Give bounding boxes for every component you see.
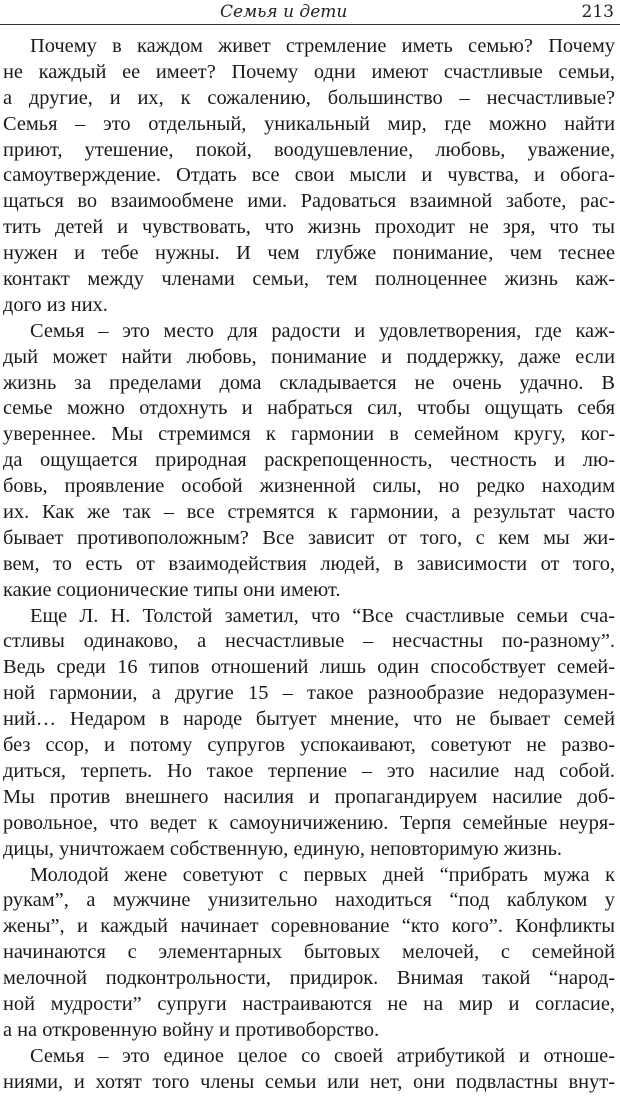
text-line: без ссор, и потому супругов успокаивают, советуют не разво- [3,734,615,757]
text-line: нужен и тебе нужны. И чем глубже понимание, чем теснее [3,242,615,265]
text-line: дицы, уничтожаем собственную, единую, неповторимую жизнь. [3,837,563,860]
text-line: Ведь среди 16 типов отношений лишь один способствует семей- [3,656,615,679]
text-line: а другие, и их, к сожалению, большинство – несчастливые? [3,86,615,109]
text-line: Мы против внешнего насилия и пропагандируем насилие доб- [3,785,615,808]
text-line: Семья – это место для радости и удовлетворения, где каж- [30,319,615,342]
text-line: Семья – это отдельный, уникальный мир, где можно найти [3,112,615,135]
text-line: не каждый ее имеет? Почему одни имеют счастливые семьи, [3,60,615,83]
running-header [0,0,620,30]
text-line: рукам”, а мужчине унизительно находиться “под каблуком у [3,889,615,912]
text-line: ний… Недаром в народе бытует мнение, что не бывает семей [3,708,615,731]
text-line: жизнь за пределами дома складывается не очень удачно. В [3,371,615,394]
text-line: ровольное, что ведет к самоуничижению. Терпя семейные неуря- [3,811,615,834]
text-line: мелочной подконтрольности, придирок. Внимая такой “народ- [3,967,615,990]
text-line: ной мудрости” супруги настраиваются не на мир и согласие, [3,992,615,1015]
text-line: ной гармонии, а другие 15 – такое разнообразие недоразумен- [3,682,615,705]
text-line: ниями, и хотят того члены семьи или нет, они подвластны внут- [3,1070,615,1093]
text-line: жены”, и каждый начинает соревнование “кто кого”. Конфликты [3,915,615,938]
text-line: приют, утешение, покой, воодушевление, любовь, уважение, [3,138,615,161]
text-line: да ощущается природная раскрепощенность, честность и лю- [3,449,615,472]
text-line: бовь, проявление особой жизненной силы, но редко находим [3,475,615,498]
text-line: Почему в каждом живет стремление иметь семью? Почему [30,35,615,57]
text-line: самоутверждение. Отдать все свои мысли и чувства, и обога- [3,164,615,187]
text-line: Еще Л. Н. Толстой заметил, что “Все счастливые семьи сча- [30,604,615,627]
text-line: вем, то есть от взаимодействия людей, в зависимости от того, [3,552,615,575]
text-line: увереннее. Мы стремимся к гармонии в семейном кругу, ког- [3,423,615,446]
chapter-title: Семья и дети [220,2,348,22]
text-line: семье можно отдохнуть и набраться сил, чтобы ощущать себя [3,397,615,420]
text-line: какие соционические типы они имеют. [3,578,341,601]
text-line: дый может найти любовь, понимание и поддержку, даже если [3,345,615,368]
text-line: бывает противоположным? Все зависит от того, с кем мы жи- [3,526,615,549]
page-number: 213 [581,2,614,22]
text-line: а на откровенную войну и противоборство. [3,1018,380,1041]
text-line: щаться во взаимообмене ими. Радоваться взаимной заботе, рас- [3,190,615,213]
text-line: Молодой жене советуют с первых дней “прибрать мужа к [30,863,615,886]
text-line: стливы одинаково, а несчастливые – несчастны по-разному”. [3,630,615,653]
text-line: Семья – это единое целое со своей атрибутикой и отноше- [30,1044,615,1067]
header-rule [0,24,620,25]
text-line: диться, терпеть. Но такое терпение – это насилие над собой. [3,759,615,782]
body-text [3,34,615,1096]
text-line: контакт между членами семьи, тем полноценнее жизнь каж- [3,268,615,291]
text-line: их. Как же так – все стремятся к гармонии, а результат часто [3,501,615,524]
text-line: дого из них. [3,293,108,316]
text-line: начинаются с элементарных бытовых мелочей, с семейной [3,941,615,964]
text-line: тить детей и чувствовать, что жизнь проходит не зря, что ты [3,216,615,239]
